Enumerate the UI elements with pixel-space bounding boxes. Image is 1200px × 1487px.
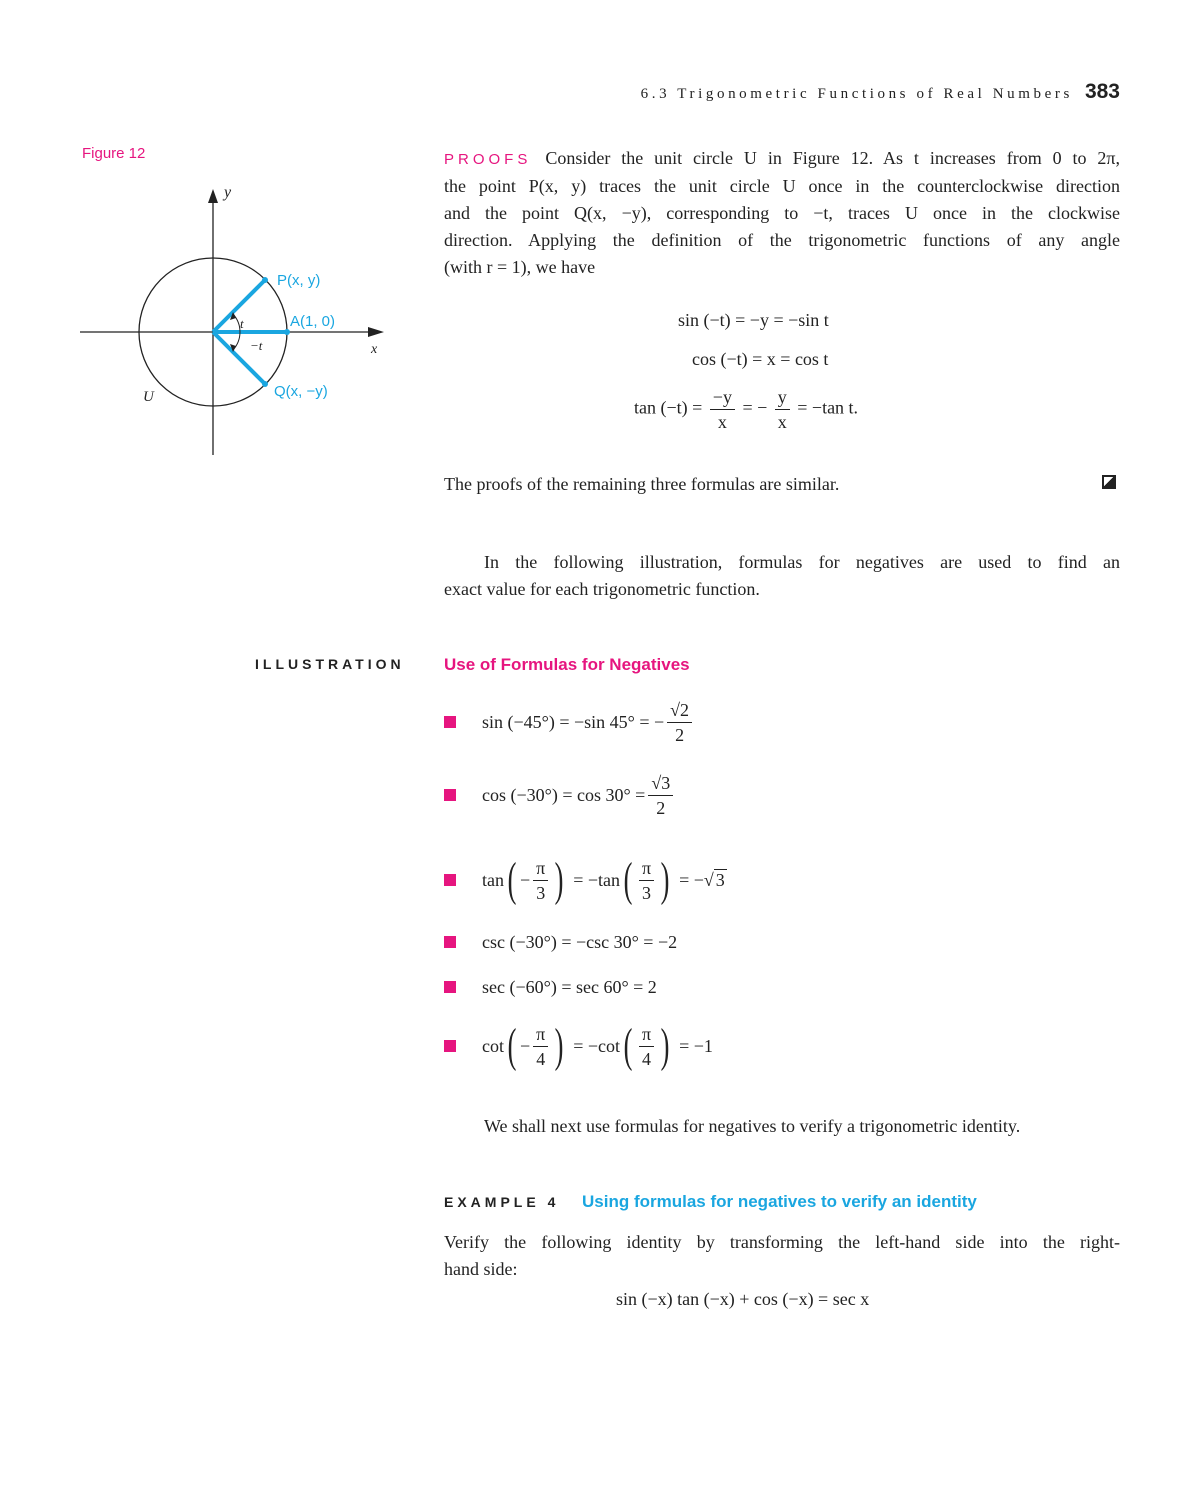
fraction-root2-over-2	[667, 700, 692, 745]
circle-label-u: U	[143, 389, 154, 405]
eq-tan-mid: = −	[742, 397, 768, 418]
eq-cos-neg-t: cos (−t) = x = cos t	[692, 349, 829, 369]
right-paren: )	[554, 853, 564, 906]
fraction-neg-y-over-x	[710, 387, 735, 432]
proofs-line-2: the point P(x, y) traces the unit circle U once in the counterclockwise direction	[444, 176, 1120, 196]
bullet	[444, 874, 456, 886]
example-line-2: hand side:	[444, 1259, 518, 1279]
fraction-numerator: y	[775, 387, 790, 410]
illustration-title: Use of Formulas for Negatives	[444, 655, 690, 674]
item-csc: csc (−30°) = −csc 30° = −2	[482, 931, 678, 952]
fraction-denominator: 3	[536, 882, 546, 903]
y-axis-arrow	[208, 189, 218, 203]
right-paren: )	[660, 853, 670, 906]
example-paragraph	[444, 1229, 1120, 1283]
fraction-numerator: π	[639, 858, 654, 881]
identity-equation: sin (−x) tan (−x) + cos (−x) = sec x	[616, 1289, 870, 1309]
point-q-dot	[262, 381, 268, 387]
illustration-item-cos	[444, 765, 676, 825]
left-paren: (	[623, 1019, 633, 1072]
illustration-label: ILLUSTRATION	[255, 656, 405, 672]
radicand: 2	[680, 699, 690, 720]
label-p: P(x, y)	[277, 272, 321, 289]
running-head-section: 6.3 Trigonometric Functions of Real Numbers	[640, 86, 1073, 102]
fraction-denominator: x	[717, 412, 727, 432]
right-paren: )	[554, 1019, 564, 1072]
left-paren: (	[507, 853, 517, 906]
fraction-pi-over-4	[533, 1024, 548, 1069]
proofs-line-3: and the point Q(x, −y), corresponding to −t, traces U once in the clockwise	[444, 203, 1120, 223]
fraction-y-over-x	[775, 387, 790, 432]
bullet	[444, 981, 456, 993]
illustration-item-sec	[444, 957, 657, 1017]
fraction-denominator: 4	[536, 1048, 546, 1069]
fraction-pi-over-4	[639, 1024, 654, 1069]
proofs-paragraph	[444, 145, 1120, 281]
illustration-item-tan	[444, 850, 727, 910]
running-head	[641, 80, 1120, 104]
fraction-numerator: π	[533, 858, 548, 881]
fraction-numerator: √2	[667, 700, 692, 723]
proofs-line-5: (with r = 1), we have	[444, 257, 596, 277]
item-sec: sec (−60°) = sec 60° = 2	[482, 976, 657, 997]
item-sin-left: sin (−45°) = −sin 45° = −	[482, 711, 665, 732]
axis-label-x: x	[371, 342, 378, 357]
item-tan-d: = −	[679, 869, 704, 890]
label-angle-t: t	[240, 316, 244, 331]
item-cot-c: = −cot	[573, 1035, 621, 1056]
fraction-pi-over-3	[533, 858, 548, 903]
proofs-line-4: direction. Applying the definition of the trigonometric functions of any angle	[444, 230, 1120, 250]
next-paragraph: We shall next use formulas for negatives to verify a trigonometric identity.	[484, 1116, 1021, 1136]
illustration-item-cot	[444, 1016, 713, 1076]
bullet	[444, 936, 456, 948]
proofs-closing: The proofs of the remaining three formulas are similar.	[444, 474, 840, 494]
left-paren: (	[623, 853, 633, 906]
bullet	[444, 716, 456, 728]
label-a: A(1, 0)	[290, 313, 336, 330]
label-angle-neg-t: −t	[250, 338, 263, 353]
fraction-numerator: π	[639, 1024, 654, 1047]
axis-label-y: y	[224, 184, 232, 201]
item-cot-a: cot	[482, 1035, 504, 1056]
item-cot-b: −	[519, 1035, 531, 1056]
fraction-numerator: √3	[648, 773, 673, 796]
bullet	[444, 1040, 456, 1052]
fraction-denominator: x	[777, 412, 787, 432]
radicand: 3	[715, 869, 725, 890]
intro-paragraph	[444, 549, 1120, 603]
item-cot-d: = −1	[679, 1035, 713, 1056]
fraction-denominator: 2	[675, 724, 685, 745]
fraction-root3-over-2	[648, 773, 673, 818]
fraction-denominator: 2	[656, 797, 666, 818]
fraction-pi-over-3	[639, 858, 654, 903]
example-label: EXAMPLE 4	[444, 1194, 560, 1210]
eq-tan-left: tan (−t) =	[634, 397, 703, 418]
illustration-item-sin	[444, 692, 695, 752]
bullet	[444, 789, 456, 801]
proof-end-mark	[1102, 475, 1116, 489]
x-axis-arrow	[368, 327, 384, 337]
proofs-line-1: Consider the unit circle U in Figure 12. As t increases from 0 to 2π,	[545, 148, 1120, 168]
fraction-denominator: 4	[642, 1048, 652, 1069]
example-title: Using formulas for negatives to verify an identity	[582, 1192, 977, 1211]
eq-tan-neg-t	[634, 387, 858, 432]
example-line-1: Verify the following identity by transforming the left-hand side into the right-	[444, 1232, 1120, 1252]
fraction-numerator: −y	[710, 387, 735, 410]
page-number: 383	[1084, 80, 1120, 103]
fraction-denominator: 3	[642, 882, 652, 903]
sqrt-3: √ 3	[703, 869, 725, 890]
eq-sin-neg-t: sin (−t) = −y = −sin t	[678, 310, 829, 330]
left-paren: (	[507, 1019, 517, 1072]
label-q: Q(x, −y)	[274, 383, 328, 400]
radicand: 3	[661, 772, 671, 793]
item-tan-a: tan	[482, 869, 504, 890]
intro-line-2: exact value for each trigonometric function.	[444, 579, 760, 599]
fraction-numerator: π	[533, 1024, 548, 1047]
point-p-dot	[262, 277, 268, 283]
item-tan-c: = −tan	[573, 869, 621, 890]
right-paren: )	[660, 1019, 670, 1072]
unit-circle-figure	[70, 175, 400, 465]
item-tan-b: −	[519, 869, 531, 890]
item-cos-left: cos (−30°) = cos 30° =	[482, 784, 646, 805]
figure-label: Figure 12	[82, 145, 146, 162]
proofs-label: PROOFS	[444, 151, 532, 168]
eq-tan-right: = −tan t.	[797, 397, 859, 418]
intro-line-1: In the following illustration, formulas for negatives are used to find an	[484, 552, 1120, 572]
